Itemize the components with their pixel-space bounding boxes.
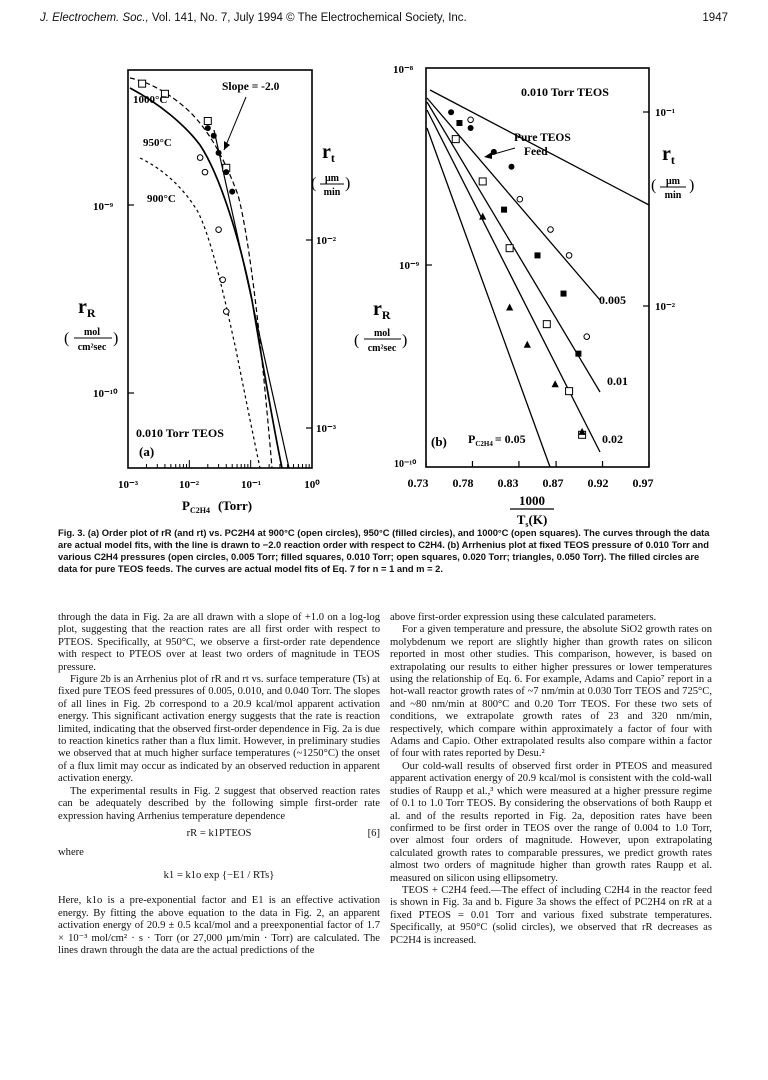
data-point: [506, 304, 513, 311]
panel-b-frame: [426, 68, 649, 467]
data-point: [216, 150, 222, 156]
rr-label: $r_R$: [78, 296, 96, 320]
x-tick-label: 0.73: [407, 476, 429, 490]
label-0.01: 0.01: [607, 374, 628, 388]
data-point: [211, 133, 217, 139]
y-right-tick-1e-1: 10⁻¹: [655, 107, 676, 119]
x-tick-label: 0.97: [632, 476, 654, 490]
body-column-left: [58, 612, 380, 957]
rt-b-unit-den: min: [664, 190, 682, 201]
rr-b-unit-num: mol: [373, 328, 391, 339]
data-point: [216, 227, 222, 233]
rt-label-b: $r_t$: [662, 143, 675, 167]
x-tick-label: 10⁻²: [178, 479, 200, 491]
pure-teos-label-2: Feed: [524, 146, 548, 158]
page-number: 1947: [702, 12, 728, 24]
data-point: [139, 80, 146, 87]
paragraph: Our cold-wall results of observed first order in PTEOS and measured apparent activation energy of 20.9 kcal/mol is consistent with the cold-wall studies of Raupp et al.,³ which were measured at a higher pressure regime of 0.1 to 1.0 Torr TEOS. By considering the observations of both Raupp et al. and of the results reported in Fig. 2a, deposition rates have been confirmed to be first order in TEOS over the range of 0.004 to 1.0 Torr, over almost four orders of magnitude. However, upon extrapolating calculated growth rates to comparable pressures, we predict growth rates almost two orders of magnitude higher than growth rates Raupp et al. measured on silicon using ellipsometry.: [390, 760, 712, 884]
slope-label: Slope = -2.0: [222, 81, 280, 93]
x-tick-label: 0.83: [497, 476, 519, 490]
x-tick-label: 0.92: [587, 476, 609, 490]
equation-6: [58, 825, 380, 845]
data-point: [468, 125, 474, 131]
data-point: [202, 169, 208, 175]
y-tick-1e-10: 10⁻¹⁰: [394, 459, 417, 470]
paragraph: The experimental results in Fig. 2 suggest that observed reaction rates can be adequately described by the following simple first-order rate expression having Arrhenius temperature dependence: [58, 785, 380, 822]
rt-b-paren-open: (: [651, 177, 657, 194]
data-point: [205, 125, 211, 131]
rt-paren-close: ): [345, 175, 351, 192]
rr-b-paren-close: ): [402, 332, 408, 349]
data-point: [543, 321, 550, 328]
rt-paren-open: (: [311, 175, 317, 192]
x-tick-label: 0.87: [542, 476, 564, 490]
y-left-tick-1e-9: 10⁻⁹: [93, 201, 114, 213]
data-point: [479, 178, 486, 185]
data-point: [197, 155, 203, 161]
equation-k1: [58, 861, 380, 893]
panel-b-xlabel-num: 1000: [519, 493, 545, 508]
panel-b-tag: (b): [431, 434, 447, 449]
data-point: [456, 120, 462, 126]
label-0.005: 0.005: [599, 293, 626, 307]
data-point: [448, 109, 454, 115]
rr-b-unit-den: cm²sec: [367, 343, 397, 354]
panel-b-markers: [448, 109, 589, 438]
x-tick-label: 10⁻¹: [240, 479, 262, 491]
y-right-tick-1e-3: 10⁻³: [316, 423, 337, 435]
data-point: [517, 196, 523, 202]
paragraph: above first-order expression using these calculated parameters.: [390, 612, 657, 623]
rt-b-unit-num: μm: [666, 176, 680, 187]
label-900C: 900°C: [147, 193, 176, 205]
data-point: [229, 189, 235, 195]
label-1000C: 1000°C: [133, 94, 168, 106]
paragraph: through the data in Fig. 2a are all drawn with a slope of +1.0 on a log-log plot, suggesting that the reaction rates are all first order with respect to PTEOS. Specifically, at 950°C, we observe a first-order rate dependence with respect to PTEOS over at least two orders of magnitude in TEOS pressure.: [58, 612, 380, 673]
fit-line-0.02: [427, 110, 600, 452]
data-point: [223, 309, 229, 315]
data-point: [204, 118, 211, 125]
data-point: [561, 291, 567, 297]
rr-unit-den: cm²sec: [77, 342, 107, 353]
data-point: [575, 351, 581, 357]
panel-a-condition: 0.010 Torr TEOS: [136, 426, 224, 440]
panel-b-xticks: [426, 461, 649, 467]
figure-3: [0, 0, 768, 530]
y-left-tick-1e-10: 10⁻¹⁰: [93, 388, 118, 400]
label-pc2h4: $P_{C2H4} = 0.05$: [468, 432, 526, 448]
data-point: [535, 252, 541, 258]
y-right-tick-1e-2: 10⁻²: [655, 301, 676, 313]
data-point: [452, 136, 459, 143]
paragraph: Figure 2b is an Arrhenius plot of rR and rt vs. surface temperature (Ts) at fixed pure TEOS feed pressures of 0.005, 0.010, and 0.040 Torr. The slopes of all lines in Fig. 2b correspond to a 20.9 kcal/mol apparent activation energy. This significant activation energy suggests that the rate is reaction limited, indicating that the observed first-order dependence in Fig. 2a is due to reaction kinetics rather than a flux limit. However, in preliminary studies we observed that at much higher surface temperatures (~1250°C) the onset of a flux limit may occur as indicated by an observed reduction in apparent activation energy.: [58, 674, 380, 785]
data-point: [566, 388, 573, 395]
data-point: [220, 277, 226, 283]
data-point: [508, 164, 514, 170]
y-right-tick-1e-2: 10⁻²: [316, 235, 337, 247]
rr-paren-close: ): [113, 330, 119, 347]
rt-unit-den: min: [323, 187, 341, 198]
data-point: [566, 253, 572, 259]
pure-teos-label-1: Pure TEOS: [514, 132, 571, 144]
rt-b-paren-close: ): [689, 177, 695, 194]
data-point: [468, 117, 474, 123]
x-tick-label: 10⁰: [304, 479, 320, 491]
panel-b: [354, 64, 694, 529]
journal-name: J. Electrochem. Soc.,: [40, 12, 149, 24]
label-950C: 950°C: [143, 137, 172, 149]
data-point: [491, 149, 497, 155]
panel-b-xlabel-den: $T_s(K)$: [516, 512, 548, 529]
data-point: [584, 334, 590, 340]
x-tick-label: 0.78: [452, 476, 474, 490]
equation-k1-formula: k1 = k1o exp {−E1 / RTs}: [163, 870, 275, 882]
pure-teos-arrow-head: [484, 152, 492, 159]
fit-line-0.05: [427, 128, 550, 467]
data-point: [524, 341, 531, 348]
rr-unit-num: mol: [83, 327, 101, 338]
paragraph: TEOS + C2H4 feed.—The effect of including C2H4 in the reactor feed is shown in Fig. 3a and b. Figure 3a shows the effect of PC2H4 on rR at a fixed PTEOS = 0.01 Torr and various fixed substrate temperatures. Specifically, at 950°C (solid circles), we observed that rR decreases as PC2H4 is increased.: [390, 884, 712, 946]
paragraph: For a given temperature and pressure, the absolute SiO2 growth rates on molybdenum we report are slightly higher than growth rates on silicon reported in most other studies. This comparison, however, is based on extrapolating our results to either higher pressures or lower temperatures using the relationship of Eq. 6. For example, Adams and Capio⁷ report in a hot-wall reactor growth rates of ~7 nm/min at 0.030 Torr TEOS and 725°C, and ~80 nm/min at 800°C and 0.20 Torr TEOS. For these two sets of conditions, we extrapolate growth rates of 23 and 320 nm/min, respectively, which compare within approximately a factor of four with Adams and Capio. Other extrapolated results also compare within a factor of four with rates reported by Desu.²: [390, 624, 712, 760]
data-point: [548, 227, 554, 233]
data-point: [506, 245, 513, 252]
equation-6-formula: rR = k1PTEOS: [186, 827, 252, 839]
panel-b-condition: 0.010 Torr TEOS: [521, 85, 609, 99]
paragraph: Here, k1o is a pre-exponential factor and E1 is an effective activation energy. By fitting the above equation to the data in Fig. 2, an apparent activation energy of 20.9 ± 0.5 kcal/mol and a preexponential factor of 1.7 × 10⁻³ mol/cm² · s · Torr (or 27,000 μm/min · Torr) are calculated. The lines drawn through the data are the actual predictions of the: [58, 895, 380, 956]
y-tick-1e-8: 10⁻⁸: [393, 64, 414, 76]
rr-label-b: $r_R$: [373, 298, 391, 322]
label-0.02: 0.02: [602, 432, 623, 446]
rt-label: $r_t$: [322, 141, 335, 165]
figure-caption: Fig. 3. (a) Order plot of rR (and rt) vs. PC2H4 at 900°C (open circles), 950°C (filled circles), and 1000°C (open squares). The curves through the data are actual model fits, with the line is drawn to −2.0 reaction order with respect to C2H4. (b) Arrhenius plot at fixed TEOS pressure of 0.010 Torr and various C2H4 pressures (open circles, 0.005 Torr; filled squares, 0.010 Torr; open squares, 0.020 Torr; triangles, 0.050 Torr). The filled circles are data for pure TEOS feeds. The curves are actual model fits of Eq. 7 for n = 1 and m = 2.: [58, 527, 710, 574]
equation-6-number: [6]: [367, 827, 380, 839]
rr-b-paren-open: (: [354, 332, 360, 349]
citation-info: Vol. 141, No. 7, July 1994 © The Electrochemical Society, Inc.: [151, 12, 467, 24]
data-point: [501, 207, 507, 213]
rr-paren-open: (: [64, 330, 70, 347]
body-column-right: [390, 612, 712, 947]
panel-a-frame: [128, 70, 312, 468]
data-point: [552, 380, 559, 387]
where-text: where: [58, 846, 84, 858]
x-tick-label: 10⁻³: [117, 479, 139, 491]
panel-a: [64, 70, 350, 515]
panel-a-tag: (a): [139, 444, 155, 459]
panel-a-xlabel: $P_{C2H4}$ (Torr): [182, 498, 253, 515]
slope-line: [214, 130, 289, 468]
data-point: [223, 169, 229, 175]
slope-arrow: [224, 97, 246, 150]
rt-unit-num: μm: [325, 173, 339, 184]
y-tick-1e-9: 10⁻⁹: [399, 260, 420, 272]
